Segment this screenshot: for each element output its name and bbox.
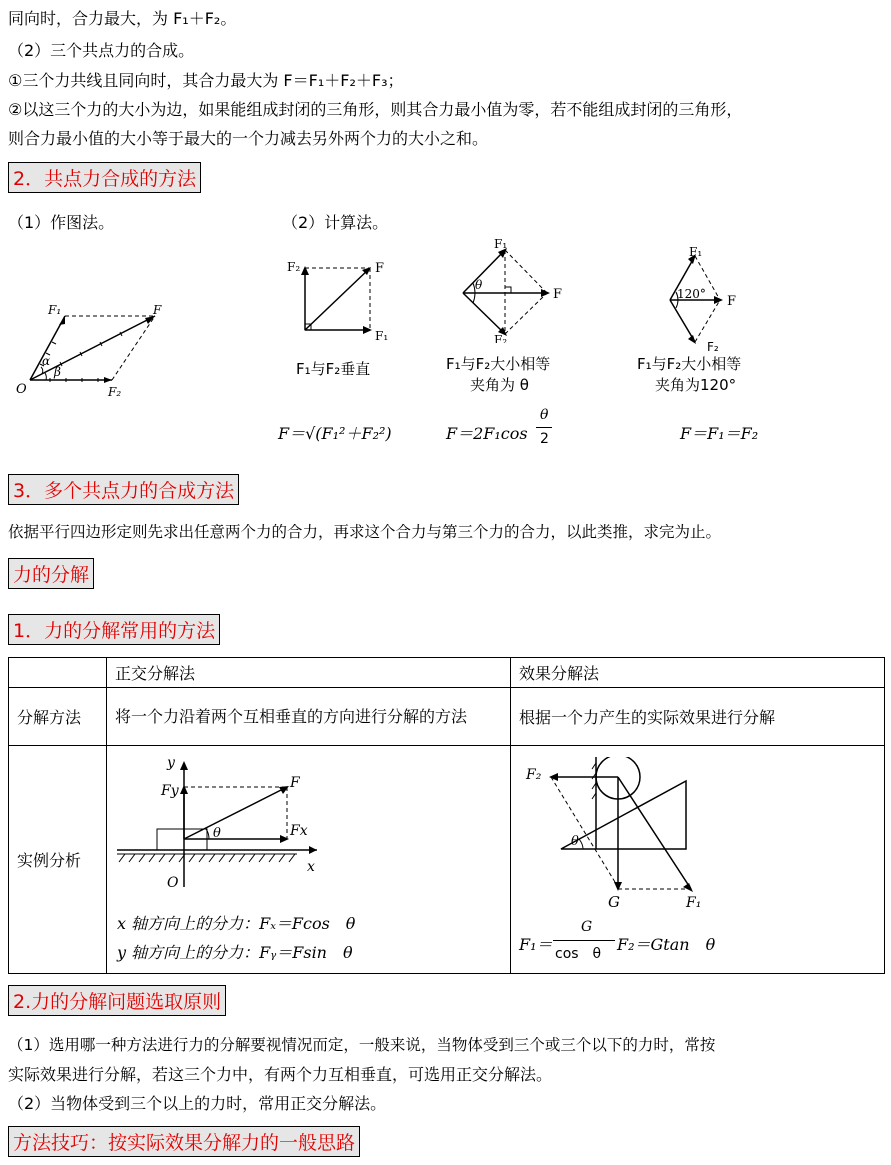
orthogonal-decomposition-diagram: [117, 757, 337, 897]
row-label-method: 分解方法: [9, 688, 107, 746]
effect-formula-right: F₂＝Gtan θ: [617, 934, 716, 954]
fig3-caption-1: F₁与F₂大小相等: [446, 355, 551, 373]
effect-formula-denominator: cos θ: [555, 945, 602, 962]
fig2-F-label: F: [375, 261, 385, 276]
formula-equal-denominator: 2: [540, 431, 549, 447]
table-header-orthogonal: 正交分解法: [107, 658, 511, 688]
ortho-y-axis-label: y: [167, 756, 175, 771]
fig3-F-label: F: [553, 287, 563, 302]
principle-paragraph-1a: （1）选用哪一种方法进行力的分解要视情况而定，一般来说，当物体受到三个或三个以下的力时，常按: [8, 1036, 716, 1054]
ortho-theta-label: θ: [213, 825, 221, 841]
perpendicular-diagram: [285, 248, 395, 348]
fig4-F2-label: F₂: [707, 340, 719, 354]
fig1-F-label: F: [153, 303, 162, 317]
section-heading-multiple-forces: 3．多个共点力的合成方法: [8, 474, 239, 505]
ortho-Fy-label: Fy: [161, 782, 179, 799]
effect-theta-label: θ: [571, 833, 579, 849]
ortho-origin-label: O: [167, 874, 179, 891]
effect-G-label: G: [608, 892, 620, 907]
fig1-alpha-label: α: [42, 354, 51, 368]
principle-paragraph-1b: 实际效果进行分解，若这三个力中，有两个力互相垂直，可选用正交分解法。: [8, 1065, 553, 1084]
effect-F1-label: F₁: [686, 894, 702, 907]
row-label-example: 实例分析: [9, 746, 107, 974]
effect-example-cell: [511, 746, 885, 974]
table-header-empty: [9, 658, 107, 688]
formula-equal-left: F＝2F₁cos: [446, 424, 528, 443]
fig2-caption: F₁与F₂垂直: [296, 360, 371, 378]
calc-method-label: （2）计算法。: [282, 213, 389, 232]
fig3-caption-2: 夹角为 θ: [470, 376, 529, 394]
ortho-x-component: x 轴方向上的分力：Fₓ＝Fcos θ: [117, 913, 356, 933]
section-heading-composition-methods: 2．共点力合成的方法: [8, 162, 201, 193]
section-heading-decomposition-methods: 1．力的分解常用的方法: [8, 614, 220, 645]
parallelogram-diagram: [10, 298, 180, 408]
principle-paragraph-2: （2）当物体受到三个以上的力时，常用正交分解法。: [8, 1094, 387, 1113]
formula-equal-fraction-bar: [536, 427, 552, 428]
fig3-F1-label: F₁: [494, 238, 508, 251]
intro-line-2: （2）三个共点力的合成。: [8, 41, 195, 60]
effect-formula-numerator: G: [581, 918, 593, 935]
fig3-theta-label: θ: [475, 278, 483, 292]
fig4-F1-label: F₁: [689, 245, 703, 259]
effect-fraction-bar: [553, 940, 615, 941]
equal-force-diagram: [455, 238, 570, 343]
table-header-effect: 效果分解法: [511, 658, 885, 688]
intro-line-4: ②以这三个力的大小为边，如果能组成封闭的三角形，则其合力最小值为零，若不能组成封闭的三角形，: [8, 100, 743, 119]
fig2-F1-label: F₁: [375, 329, 389, 343]
intro-line-5: 则合力最小值的大小等于最大的一个力减去另外两个力的大小之和。: [8, 129, 489, 148]
effect-formula-left: F₁＝: [519, 934, 553, 954]
orthogonal-method-desc: 将一个力沿着两个互相垂直的方向进行分解的方法: [107, 688, 511, 746]
ortho-x-axis-label: x: [307, 858, 315, 875]
intro-line-1: 同向时，合力最大，为 F₁＋F₂。: [8, 9, 237, 28]
formula-perpendicular: F＝√(F₁²＋F₂²): [278, 424, 392, 443]
multiple-forces-text: 依据平行四边形定则先求出任意两个力的合力，再求这个合力与第三个力的合力，以此类推，求完为止。: [8, 523, 722, 541]
fig4-caption-1: F₁与F₂大小相等: [637, 355, 742, 373]
ortho-y-component: y 轴方向上的分力：Fᵧ＝Fsin θ: [117, 942, 353, 962]
section-heading-selection-principle: 2.力的分解问题选取原则: [8, 985, 226, 1016]
formula-equal-numerator: θ: [540, 407, 549, 423]
section-heading-method-tips: 方法技巧：按实际效果分解力的一般思路: [8, 1126, 360, 1157]
effect-method-desc: 根据一个力产生的实际效果进行分解: [511, 688, 885, 746]
fig1-O-label: O: [16, 382, 27, 397]
decomposition-table: [8, 657, 885, 974]
effect-decomposition-diagram: [521, 757, 721, 907]
fig2-F2-label: F₂: [287, 260, 301, 274]
intro-line-3: ①三个力共线且同向时，其合力最大为 F＝F₁＋F₂＋F₃；: [8, 71, 404, 90]
angle-120-diagram: [655, 238, 755, 348]
fig4-F-label: F: [727, 294, 737, 309]
fig3-F2-label: F₂: [494, 333, 508, 343]
ortho-F-label: F: [290, 774, 300, 791]
fig1-beta-label: β: [54, 365, 61, 379]
ortho-Fx-label: Fx: [290, 822, 308, 839]
fig4-angle-label: 120°: [677, 287, 706, 301]
fig1-F1-label: F₁: [48, 303, 62, 317]
section-heading-decomposition: 力的分解: [8, 558, 94, 589]
formula-120: F＝F₁＝F₂: [680, 424, 759, 443]
effect-F2-label: F₂: [526, 766, 542, 783]
fig4-caption-2: 夹角为120°: [655, 376, 737, 394]
drawing-method-label: （1）作图法。: [8, 213, 115, 232]
fig1-F2-label: F₂: [108, 385, 122, 399]
orthogonal-example-cell: [107, 746, 511, 974]
